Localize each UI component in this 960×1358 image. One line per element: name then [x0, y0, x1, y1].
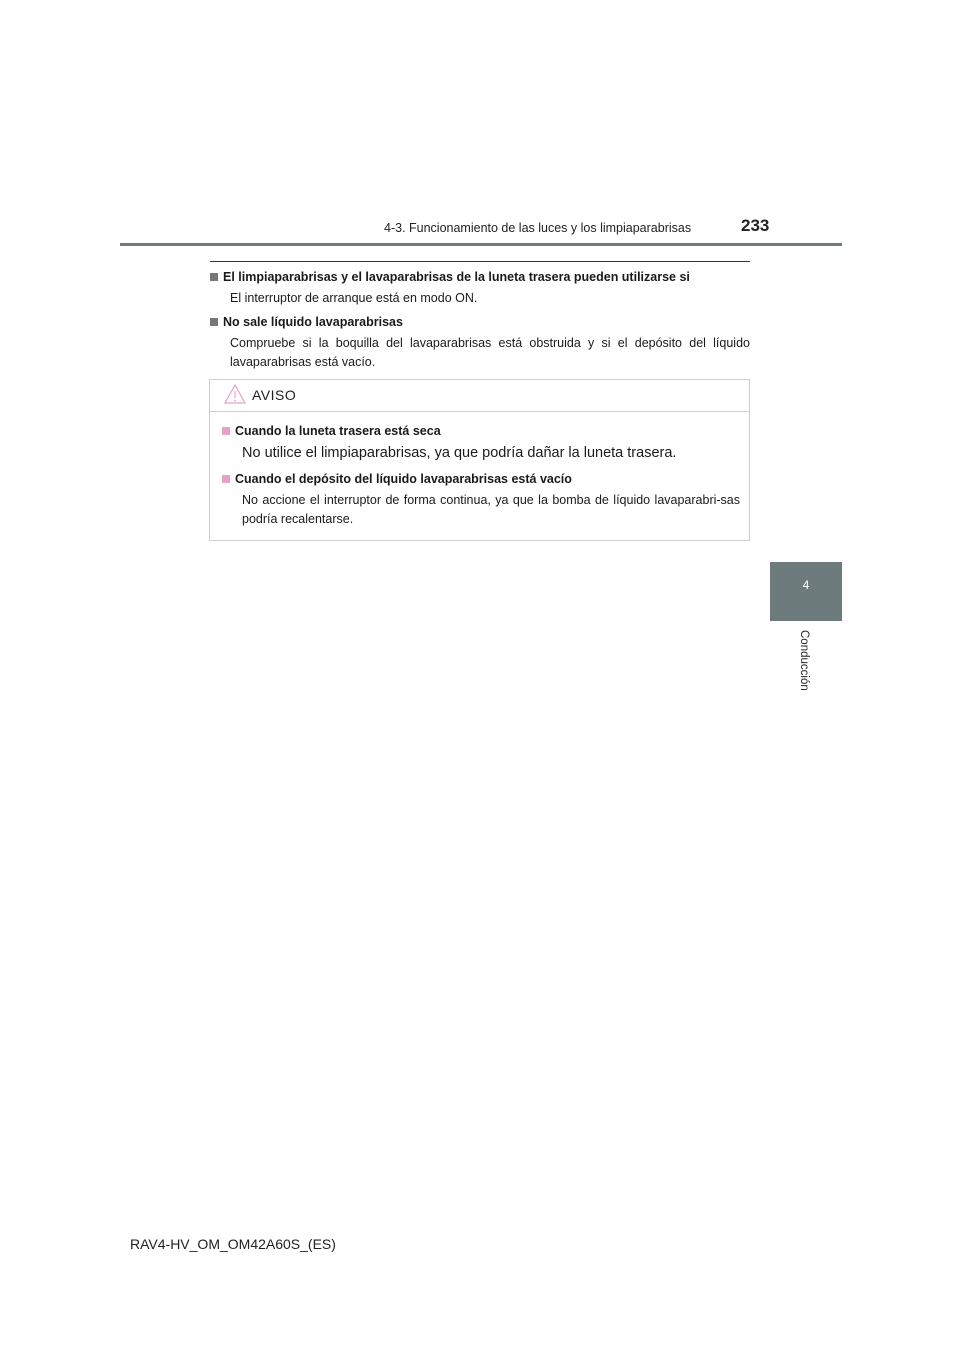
warning-item-text: No accione el interruptor de forma continua, ya que la bomba de líquido lavaparabri-sas podría recalentarse.	[242, 493, 740, 526]
content-divider	[210, 261, 750, 262]
info-section	[210, 268, 750, 308]
warning-item-heading	[222, 422, 740, 440]
warning-box	[209, 379, 750, 541]
chapter-number: 4	[802, 578, 810, 592]
info-section	[210, 313, 750, 372]
page-number: 233	[741, 216, 770, 235]
bullet-square-icon	[222, 475, 230, 483]
section-text: El interruptor de arranque está en modo ON.	[230, 291, 478, 305]
section-title: 4-3. Funcionamiento de las luces y los limpiaparabrisas	[384, 221, 692, 235]
header-divider	[120, 243, 842, 246]
bullet-square-icon	[210, 273, 218, 281]
warning-item	[222, 422, 740, 464]
document-code: RAV4-HV_OM_OM42A60S_(ES)	[130, 1236, 336, 1252]
section-heading-text: El limpiaparabrisas y el lavaparabrisas de la luneta trasera pueden utilizarse si	[223, 270, 690, 284]
warning-triangle-icon	[224, 384, 246, 404]
bullet-square-icon	[210, 318, 218, 326]
warning-item-text: No utilice el limpiaparabrisas, ya que podría dañar la luneta trasera.	[242, 445, 677, 461]
warning-item	[222, 470, 740, 529]
section-text: Compruebe si la boquilla del lavaparabrisas está obstruida y si el depósito del líquido lavaparabrisas está vacío.	[230, 336, 750, 369]
warning-item-heading	[222, 470, 740, 488]
warning-header	[210, 380, 749, 412]
warning-title: AVISO	[252, 387, 297, 403]
warning-item-heading-text: Cuando el depósito del líquido lavaparabrisas está vacío	[235, 472, 572, 486]
section-heading-text: No sale líquido lavaparabrisas	[223, 315, 403, 329]
section-heading	[210, 313, 750, 331]
chapter-label: Conducción	[798, 630, 810, 691]
warning-item-heading-text: Cuando la luneta trasera está seca	[235, 424, 441, 438]
bullet-square-icon	[222, 427, 230, 435]
chapter-tab	[770, 562, 842, 621]
section-heading	[210, 268, 750, 286]
